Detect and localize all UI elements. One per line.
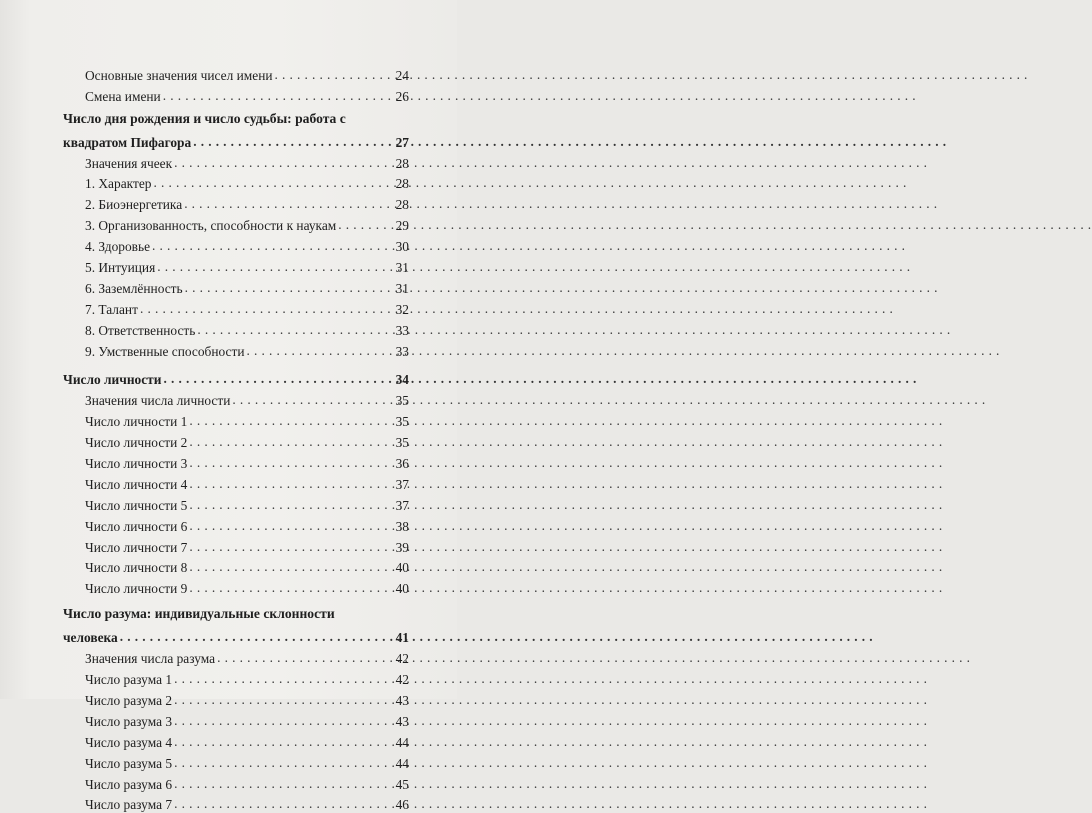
toc-section-mind — [63, 605, 409, 646]
dot-leader — [174, 714, 391, 730]
toc-entry-page: 42 — [391, 651, 409, 667]
toc-entry[interactable] — [63, 318, 409, 339]
toc-entry[interactable] — [63, 493, 409, 514]
toc-entry[interactable] — [63, 409, 409, 430]
toc-entry[interactable] — [63, 297, 409, 318]
toc-entry-title: 2. Биоэнергетика — [85, 197, 184, 213]
toc-entry-title: 4. Здоровье — [85, 239, 152, 255]
toc-entry-page: 37 — [391, 477, 409, 493]
toc-entry[interactable] — [63, 172, 409, 193]
toc-entry-page: 28 — [391, 197, 409, 213]
toc-entry-page: 29 — [391, 218, 409, 234]
dot-leader — [174, 797, 391, 813]
toc-entry-page: 43 — [391, 693, 409, 709]
toc-entry-page: 33 — [391, 323, 409, 339]
toc-entry-page: 24 — [391, 68, 409, 84]
toc-entry-title: 1. Характер — [85, 176, 153, 192]
toc-entry-title: Число личности 9 — [85, 581, 189, 597]
dot-leader — [189, 519, 391, 535]
dot-leader — [338, 218, 391, 234]
toc-entry-title: Число личности 2 — [85, 435, 189, 451]
toc-entry[interactable] — [63, 451, 409, 472]
toc-entry-page: 44 — [391, 735, 409, 751]
toc-entry-page: 35 — [391, 393, 409, 409]
toc-entry[interactable] — [63, 63, 409, 84]
toc-section-birthday-destiny — [63, 110, 409, 151]
dot-leader — [174, 777, 391, 793]
dot-leader — [185, 281, 391, 297]
toc-entry-title: Основные значения чисел имени — [85, 68, 275, 84]
dot-leader — [232, 393, 391, 409]
toc-entry-title: Число личности 5 — [85, 498, 189, 514]
toc-entry-page: 39 — [391, 540, 409, 556]
toc-entry-title: 7. Талант — [85, 302, 140, 318]
dot-leader — [189, 560, 391, 576]
toc-entry[interactable] — [63, 709, 409, 730]
dot-leader — [174, 756, 391, 772]
toc-entry-title: Число личности 7 — [85, 540, 189, 556]
toc-entry[interactable] — [63, 430, 409, 451]
toc-entry-title: Значения числа разума — [85, 651, 217, 667]
toc-entry-page: 36 — [391, 456, 409, 472]
toc-entry-page: 38 — [391, 519, 409, 535]
toc-entry-page: 26 — [391, 89, 409, 105]
dot-leader — [152, 239, 391, 255]
dot-leader — [189, 540, 391, 556]
dot-leader — [189, 456, 391, 472]
toc-entry-title: 6. Заземлённость — [85, 281, 185, 297]
section-heading-row[interactable] — [63, 130, 409, 151]
toc-entry[interactable] — [63, 192, 409, 213]
toc-entry-title: Число разума 2 — [85, 693, 174, 709]
toc-entry[interactable] — [63, 213, 409, 234]
section-title-line1[interactable]: Число дня рождения и число судьбы: работа с — [63, 110, 409, 130]
section-title: Число личности — [63, 372, 163, 388]
toc-entry-page: 31 — [391, 281, 409, 297]
toc-entry-title: 5. Интуиция — [85, 260, 157, 276]
toc-entry-title: Число личности 3 — [85, 456, 189, 472]
dot-leader — [197, 323, 391, 339]
toc-entry[interactable] — [63, 514, 409, 535]
toc-entry-page: 33 — [391, 344, 409, 360]
dot-leader — [184, 197, 391, 213]
toc-entry-title: 9. Умственные способности — [85, 344, 247, 360]
dot-leader — [247, 344, 391, 360]
section-heading-row[interactable] — [63, 368, 409, 389]
toc-entry-title: Число разума 3 — [85, 714, 174, 730]
section-items — [63, 646, 409, 813]
section-title-line2: квадратом Пифагора — [63, 135, 193, 151]
toc-entry[interactable] — [63, 667, 409, 688]
toc-entry[interactable] — [63, 388, 409, 409]
toc-entry[interactable] — [63, 276, 409, 297]
dot-leader — [163, 372, 391, 388]
toc-entry[interactable] — [63, 472, 409, 493]
toc-entry-title: Число разума 5 — [85, 756, 174, 772]
dot-leader — [163, 89, 391, 105]
section-heading-row[interactable] — [63, 625, 409, 646]
toc-entry-page: 31 — [391, 260, 409, 276]
section-items — [63, 151, 409, 360]
toc-entry-title: Число разума 6 — [85, 777, 174, 793]
toc-entry-page: 45 — [391, 777, 409, 793]
toc-entry[interactable] — [63, 646, 409, 667]
dot-leader — [193, 135, 391, 151]
toc-entry-page: 35 — [391, 435, 409, 451]
toc-entry-page: 32 — [391, 302, 409, 318]
toc-entry-page: 37 — [391, 498, 409, 514]
dot-leader — [217, 651, 391, 667]
dot-leader — [157, 260, 391, 276]
toc-entry-title: Число личности 6 — [85, 519, 189, 535]
toc-entry-page: 40 — [391, 581, 409, 597]
section-title-line1[interactable]: Число разума: индивидуальные склонности — [63, 605, 409, 625]
section-title-line2: человека — [63, 630, 120, 646]
toc-entry-title: Число разума 1 — [85, 672, 174, 688]
dot-leader — [140, 302, 391, 318]
toc-entry[interactable] — [63, 730, 409, 751]
toc-entry-title: Число разума 7 — [85, 797, 174, 813]
toc-entry[interactable] — [63, 339, 409, 360]
toc-entry[interactable] — [63, 556, 409, 577]
toc-entry[interactable] — [63, 535, 409, 556]
dot-leader — [275, 68, 391, 84]
toc-entry-title: Число личности 4 — [85, 477, 189, 493]
toc-entry-title: Число личности 8 — [85, 560, 189, 576]
dot-leader — [174, 693, 391, 709]
toc-entry-title: Значения ячеек — [85, 156, 174, 172]
dot-leader — [189, 414, 391, 430]
toc-entry[interactable] — [63, 688, 409, 709]
toc-entry-title: Значения числа личности — [85, 393, 232, 409]
dot-leader — [189, 435, 391, 451]
toc-entry[interactable] — [63, 234, 409, 255]
toc-entry-page: 28 — [391, 156, 409, 172]
table-of-contents — [63, 63, 409, 813]
toc-entry[interactable] — [63, 793, 409, 813]
section-page: 34 — [391, 372, 409, 388]
dot-leader — [174, 672, 391, 688]
toc-entry-page: 28 — [391, 176, 409, 192]
toc-entry[interactable] — [63, 151, 409, 172]
toc-entry[interactable] — [63, 772, 409, 793]
toc-entry[interactable] — [63, 84, 409, 105]
dot-leader — [174, 156, 391, 172]
dot-leader — [189, 581, 391, 597]
bleed-through-text — [0, 40, 44, 660]
dot-leader — [189, 498, 391, 514]
toc-entry-title: Смена имени — [85, 89, 163, 105]
dot-leader — [153, 176, 391, 192]
toc-entry-title: Число разума 4 — [85, 735, 174, 751]
dot-leader — [174, 735, 391, 751]
toc-entry-page: 43 — [391, 714, 409, 730]
toc-entry[interactable] — [63, 576, 409, 597]
book-page — [0, 0, 457, 699]
toc-entry[interactable] — [63, 751, 409, 772]
toc-entry-title: 3. Организованность, способности к наукам — [85, 218, 338, 234]
toc-entry-page: 46 — [391, 797, 409, 813]
toc-entry-page: 40 — [391, 560, 409, 576]
toc-entry-page: 30 — [391, 239, 409, 255]
toc-entry[interactable] — [63, 255, 409, 276]
toc-entry-title: 8. Ответственность — [85, 323, 197, 339]
toc-section-personality — [63, 368, 409, 389]
toc-entry-page: 42 — [391, 672, 409, 688]
section-page: 27 — [391, 135, 409, 151]
section-items — [63, 388, 409, 597]
dot-leader — [120, 630, 391, 646]
section-page: 41 — [391, 630, 409, 646]
toc-entry-page: 35 — [391, 414, 409, 430]
dot-leader — [189, 477, 391, 493]
toc-entry-title: Число личности 1 — [85, 414, 189, 430]
toc-entry-page: 44 — [391, 756, 409, 772]
